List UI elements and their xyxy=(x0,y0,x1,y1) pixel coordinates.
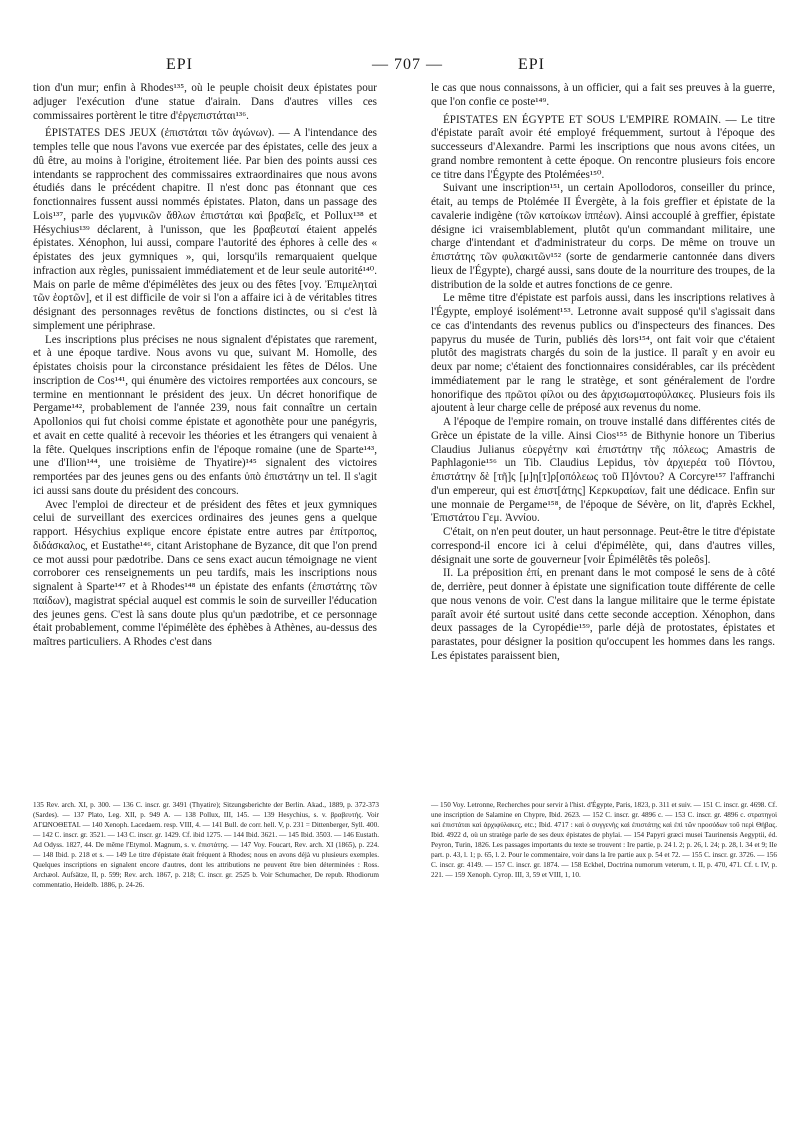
running-head-right: EPI xyxy=(518,56,545,73)
running-head-left: EPI xyxy=(166,56,193,73)
paragraph: II. La préposition ἐπί, en prenant dans le mot composé le sens de à côté de, derrière, peut donner à épistate une signification toute différente de celle que nous venons de voir. C'est dans la langue militaire que le terme épistate paraît avoir été surtout usité dans cette seconde acception. Xénophon, dans deux passages de la Cyropédie¹⁵⁹, parle déjà de protostates, épistates et parastates, pour désigner la position qu'occupent les hommes dans les rangs. Les épistates paraissent bien, xyxy=(431,567,775,662)
page-number: — 707 — xyxy=(372,56,443,73)
paragraph: Le même titre d'épistate est parfois aussi, dans les inscriptions relatives à l'Égypte, employé isolément¹⁵³. Letronne avait supposé qu'il s'agissait dans ce cas d'intendants des revenus publics ou d'inspecteurs des finances. Des papyrus du musée de Turin, publiés dès lors¹⁵⁴, ont fait voir que c'étaient plutôt des magistrats chargés du soin de la justice. Il paraît y en avoir eu deux par nome; c'étaient des fonctionnaires considérables, car ils précèdent immédiatement par le rang le stratège, et sont généralement de l'ordre honorifique des πρῶτοι φίλοι ou des ἀρχισωματοφύλακες. Plusieurs fois ils ajoutent à leur charge celle de préposé aux revenus du nome. xyxy=(431,292,775,415)
section-epistates-des-jeux: ÉPISTATES DES JEUX (ἐπιστάται τῶν ἀγώνων). — A l'intendance des temples telle que nous l'avons vue exercée par des épistates, celle des jeux a dû être, au moins à l'origine, étroitement liée. Par bien des points aussi ces intendants se rapprochent des commissaires extraordinaires que nous avons étudiés dans le précédent chapitre. Il n'est donc pas étonnant que ces fonctionnaires fussent aussi nommés épistates. Platon, dans un passage des Lois¹³⁷, parle des γυμνικῶν ἄθλων ἐπιστάται καὶ βραβεῖς, et Pollux¹³⁸ et Hésychius¹³⁹ déclarent, à l'unisson, que les βραβευταί étaient appelés épistates. Xénophon, lui aussi, compare l'autorité des éphores à celle des « épistates des jeux gymniques », qui, lorsqu'ils remarquaient quelque infraction aux règles, punissaient immédiatement et de leur seule autorité¹⁴⁰. Mais on parle de même d'épimélètes des jeux ou des fêtes [voy. Ἐπιμεληταὶ τῶν ἑορτῶν], et il est difficile de voir si l'on a affaire ici à de véritables titres désignant des personnages revêtus de fonctions distinctes, ou si c'est là simplement une périphrase. xyxy=(33,127,377,332)
paragraph: A l'époque de l'empire romain, on trouve installé dans différentes cités de Grèce un épistate de la ville. Ainsi Cios¹⁵⁵ de Bithynie honore un Tiberius Claudius Julianus εὐεργέτην καὶ ἐπιστάτην τῆς πόλεως; Amastris de Paphlagonie¹⁵⁶ un Tib. Claudius Lepidus, τὸν ἀρχιερέα τοῦ Πόντου, ἐπιστάτην δὲ [τῆ]ς [μ]η[τ]ρ[οπόλεως τοῦ Π]όντου? A Corcyre¹⁵⁷ l'affranchi d'un empereur, qui est ἐπιστ[άτης] Κερκυραίων, fait une dédicace. Enfin sur une monnaie de Pergame¹⁵⁸, de l'époque de Sévère, on lit, d'après Eckhel, Ἐπιστάτου Γεμ. Ἀννίου. xyxy=(431,416,775,525)
right-column xyxy=(431,82,775,664)
footnote-text: — 150 Voy. Letronne, Recherches pour servir à l'hist. d'Égypte, Paris, 1823, p. 311 et suiv. — 151 C. inscr. gr. 4698. Cf. une inscription de Salamine en Chypre, Ibid. 2623. — 152 C. inscr. gr. 4896 c. — 153 C. inscr. gr. 4896 c. στρατηγοὶ καὶ ἐπιστάται καὶ ἀρχιφύλακες, etc.; Ibid. 4717 : καὶ ὁ συγγενὴς καὶ ἐπιστάτης καὶ ἐπὶ τῶν προσόδων τοῦ περὶ Θήβας. Ibid. 4922 d, où un stratège parle de ses deux épistates de phylai. — 154 Papyri græci musei Taurinensis Aegyptii, éd. Peyron, Turin, 1826. Les passages importants du texte se trouvent : Ire partie, p. 24 l. 2; p. 26, l. 24; p. 28, l. 34 et 9; IIe part. p. 43, l. 1; p. 65, l. 2. Pour le commentaire, voir dans la Ire partie aux p. 54 et 72. — 155 C. inscr. gr. 3726. — 156 C. inscr. gr. 4149. — 157 C. inscr. gr. 1874. — 158 Eckhel, Doctrina numorum veterum, t. II, p. 470, 471. Cf. t. IV, p. 221. — 159 Xenoph. Cyrop. III, 3, 59 et VIII, 1, 10. xyxy=(431,801,777,879)
paragraph: Avec l'emploi de directeur et de président des fêtes et jeux gymniques celui de surveillant des exercices ordinaires des jeunes gens a quelque rapport. Hésychius explique encore épistate entre autres par ἐπίτροπος, διδάσκαλος, et Eustathe¹⁴⁶, citant Aristophane de Byzance, dit que l'on prend ce mot aussi pour pædotribe. Dans ce sens exact aucun témoignage ne vient corroborer ces renseignements un peu tardifs, mais les inscriptions nous signalent à Sparte¹⁴⁷ et à Rhodes¹⁴⁸ un épistate des enfants (ἐπιστάτης τῶν παίδων), magistrat spécial auquel est commis le soin de surveiller l'éducation des jeunes gens. C'est là sans doute plus qu'un pædotribe, et ce personnage était probablement, comme l'épimélète des éphèbes à Athènes, au-dessus des maîtres particuliers. A Rhodes c'est dans xyxy=(33,498,377,648)
paragraph: Les inscriptions plus précises ne nous signalent d'épistates que rarement, et à une époque tardive. Nous avons vu que, suivant M. Homolle, des épistates choisis pour la circonstance présidaient les fêtes de Délos. Une inscription de Cos¹⁴¹, qui énumère des victoires remportées aux concours, se termine en mentionnant le président des jeux. Un décret honorifique de Pergame¹⁴², probablement de l'année 239, nous fait connaître un certain Apollonios qui fut choisi comme épistate et agonothète pour une panégyris, et avait en cette qualité à recevoir les théories et les étrangers qui venaient à la fête. Quelques inscriptions enfin de l'époque romaine (une de Sparte¹⁴³, une d'Ilion¹⁴⁴, une troisième de Thyatire)¹⁴⁵ signalent des victoires remportées par des jeunes gens ou des enfants ὑπὸ ἐπιστάτην un tel. Il s'agit ici aussi sans doute du président des concours. xyxy=(33,333,377,497)
footnotes-left xyxy=(33,800,379,890)
left-column xyxy=(33,82,377,650)
paragraph: le cas que nous connaissons, à un officier, qui a fait ses preuves à la guerre, que l'on confie ce poste¹⁴⁹. xyxy=(431,82,775,108)
paragraph: Suivant une inscription¹⁵¹, un certain Apollodoros, conseiller du prince, était, au temps de Ptolémée II Évergète, à la fois greffier et épistate de la cavalerie indigène (τῶν κατοίκων ἱππέων). Ainsi accouplé à greffier, épistate désigne ici vraisemblablement, plutôt qu'un commandant militaire, une charge d'intendant et d'administrateur du corps. De même on trouve un ἐπιστάτης τῶν φυλακιτῶν¹⁵² (sorte de gendarmerie cantonnée dans divers lieux de l'Égypte), chargé aussi, sans doute de la nourriture des troupes, de la distribution de la solde et autres fonctions de ce genre. xyxy=(431,182,775,291)
footnote-text: 135 Rev. arch. XI, p. 300. — 136 C. inscr. gr. 3491 (Thyatire); Sitzungsberichte der Berlin. Akad., 1889, p. 372-373 (Sardes). — 137 Plato, Leg. XII, p. 949 A. — 138 Pollux, III, 145. — 139 Hesychius, s. v. βραβευτής. Voir ΑΓΩΝΟΘΕΤΑΙ. — 140 Xenoph. Lacedaem. resp. VIII, 4. — 141 Bull. de corr. hell. V, p. 231 = Dittenberger, Syll. 400. — 142 C. inscr. gr. 3521. — 143 C. inscr. gr. 1429. Cf. ibid 1275. — 144 Ibid. 3621. — 145 Ibid. 3503. — 146 Eustath. Ad Odyss. 1827, 44. De même l'Etymol. Magnum, s. v. ἐπιστάτης. — 147 Voy. Foucart, Rev. arch. XI (1865), p. 224. — 148 Ibid. p. 218 et s. — 149 Le titre d'épistate était fréquent à Rhodes; nous en avons déjà vu plusieurs exemples. Quelques inscriptions en signalent encore d'autres, dont les attributions ne peuvent être bien déterminées : Ross. Archæol. Aufsätze, II, p. 599; Rev. arch. 1867, p. 218; C. inscr. gr. 2525 b. Voir Schumacher, De repub. Rhodiorum commentatio, Heidelb. 1886, p. 24-26. xyxy=(33,801,379,889)
paragraph: C'était, on n'en peut douter, un haut personnage. Peut-être le titre d'épistate correspond-il encore ici à celui d'épimélète, qui, dans d'autres villes, désignait une sorte de gouverneur [voir Épimélêtês tês poleôs]. xyxy=(431,526,775,566)
page-header xyxy=(30,56,778,80)
paragraph: tion d'un mur; enfin à Rhodes¹³⁵, où le peuple choisit deux épistates pour adjuger l'exécution d'une statue d'airain. Dans d'autres villes ces commissaires portèrent le titre d'ἐργεπιστάται¹³⁶. xyxy=(33,82,377,122)
section-epistates-en-egypte: ÉPISTATES EN ÉGYPTE ET SOUS L'EMPIRE ROMAIN. — Le titre d'épistate paraît avoir été employé fréquemment, surtout à l'époque des successeurs d'Alexandre. Parmi les inscriptions que nous avons citées, un grand nombre remontent à cette époque. On rencontre plusieurs fois encore ce titre dans l'Égypte des Ptolémées¹⁵⁰. xyxy=(431,113,775,181)
footnotes-right xyxy=(431,800,777,880)
